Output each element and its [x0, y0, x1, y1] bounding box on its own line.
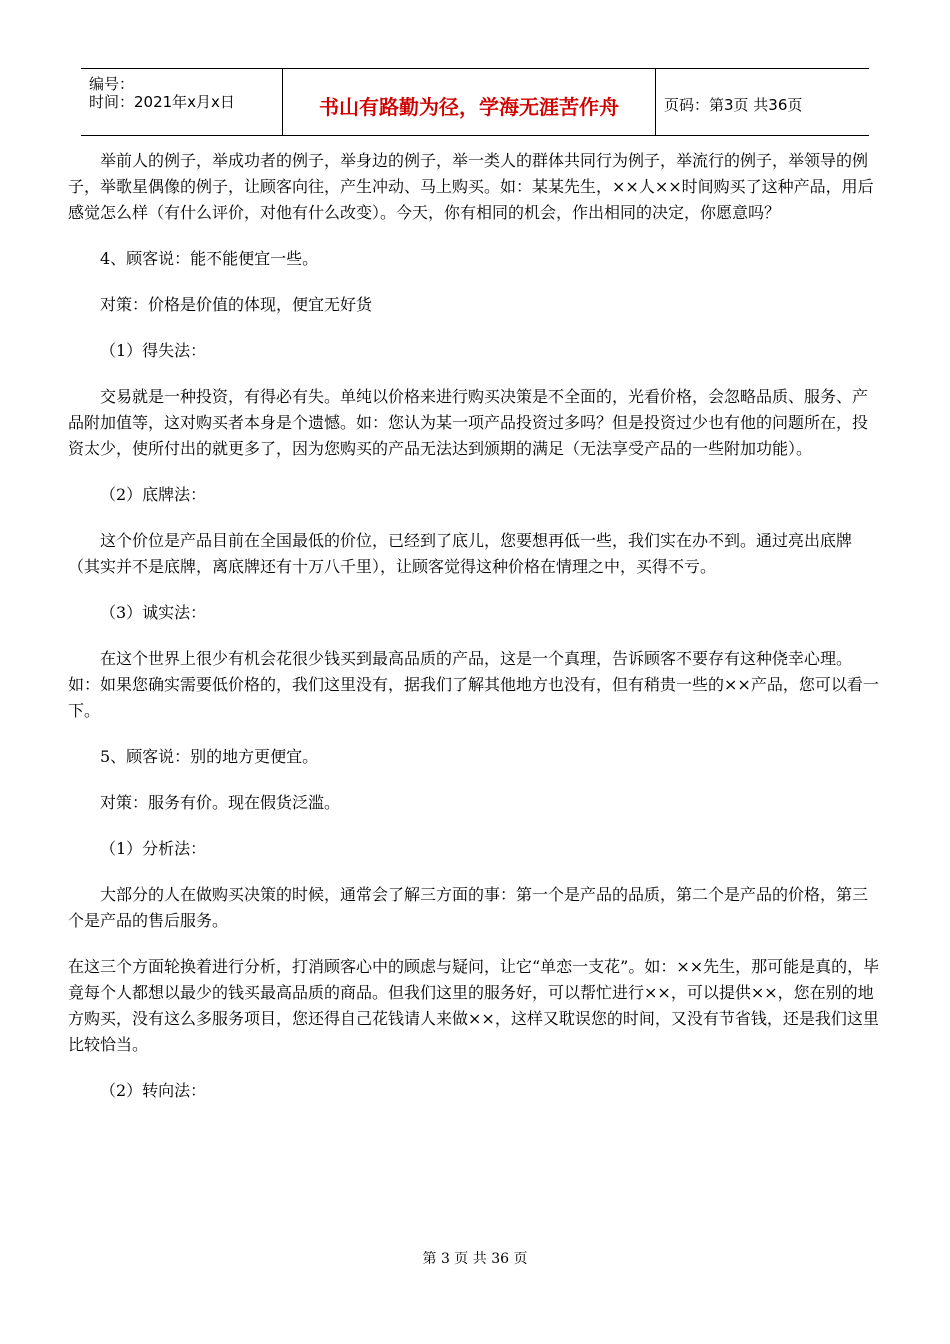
paragraph: 举前人的例子，举成功者的例子，举身边的例子，举一类人的群体共同行为例子，举流行的例子，举领导的例子，举歌星偶像的例子，让顾客向往，产生冲动、马上购买。如：某某先生，××人××时间购买了这种产品，用后感觉怎么样（有什么评价，对他有什么改变）。今天，你有相同的机会，作出相同的决定，你愿意吗？	[68, 151, 874, 222]
page-info: 页码：第3页 共36页	[664, 96, 803, 114]
page-header	[81, 68, 869, 136]
document-body	[68, 148, 880, 1104]
paragraph: 在这三个方面轮换着进行分析，打消顾客心中的顾虑与疑问，让它“单恋一支花”。如：××先生，那可能是真的，毕竟每个人都想以最少的钱买最高品质的商品。但我们这里的服务好，可以帮忙进行××，可以提供××，您在别的地方购买，没有这么多服务项目，您还得自己花钱请人来做××，这样又耽误您的时间，又没有节省钱，还是我们这里比较恰当。	[68, 957, 880, 1054]
paragraph: 交易就是一种投资，有得必有失。单纯以价格来进行购买决策是不全面的，光看价格，会忽略品质、服务、产品附加值等，这对购买者本身是个遗憾。如：您认为某一项产品投资过多吗？但是投资过少也有他的问题所在，投资太少，使所付出的就更多了，因为您购买的产品无法达到颁期的满足（无法享受产品的一些附加功能）。	[68, 387, 869, 458]
paragraph: 大部分的人在做购买决策的时候，通常会了解三方面的事：第一个是产品的品质，第二个是产品的价格，第三个是产品的售后服务。	[68, 885, 869, 930]
time-label: 时间：2021年x月x日	[89, 93, 235, 111]
page-footer: 第 3 页 共 36 页	[422, 1251, 528, 1267]
paragraph: 这个价位是产品目前在全国最低的价位，已经到了底儿，您要想再低一些，我们实在办不到。通过亮出底牌（其实并不是底牌，离底牌还有十万八千里），让顾客觉得这种价格在情理之中，买得不亏。	[68, 531, 853, 576]
heading-item-4: 4、顾客说：能不能便宜一些。	[100, 249, 319, 268]
method-heading: （1）得失法：	[100, 341, 207, 360]
heading-item-5: 5、顾客说：别的地方更便宜。	[100, 747, 319, 766]
number-label: 编号：	[89, 75, 135, 93]
header-page-cell	[656, 69, 869, 135]
strategy-line: 对策：价格是价值的体现，便宜无好货	[100, 295, 373, 314]
paragraph: 在这个世界上很少有机会花很少钱买到最高品质的产品，这是一个真理，告诉顾客不要存有这种侥幸心理。如：如果您确实需要低价格的，我们这里没有，据我们了解其他地方也没有，但有稍贵一些的××产品，您可以看一下。	[68, 649, 879, 720]
header-motto-cell	[283, 69, 656, 135]
method-heading: （2）底牌法：	[100, 485, 207, 504]
method-heading: （3）诚实法：	[100, 603, 207, 622]
strategy-line: 对策：服务有价。现在假货泛滥。	[100, 793, 341, 812]
method-heading: （2）转向法：	[100, 1081, 207, 1100]
header-meta-cell	[81, 69, 283, 135]
method-heading: （1）分析法：	[100, 839, 207, 858]
motto: 书山有路勤为径，学海无涯苦作舟	[319, 95, 619, 119]
